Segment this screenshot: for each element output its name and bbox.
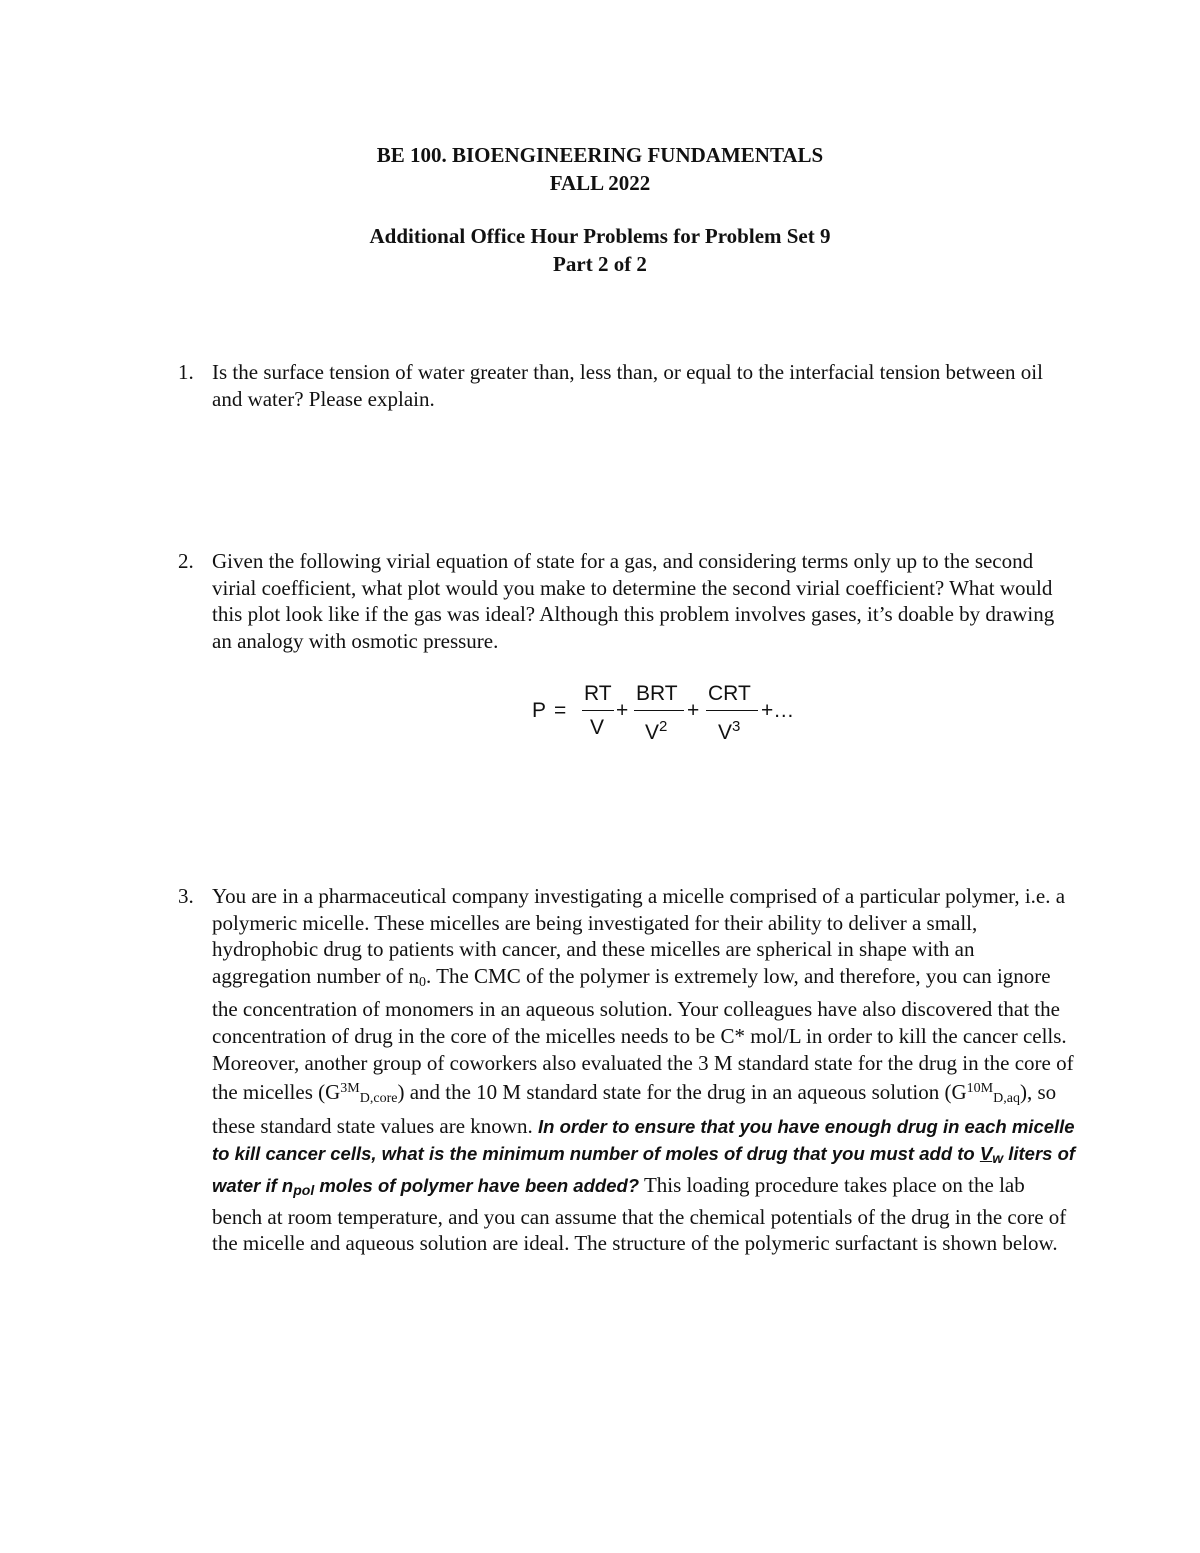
fraction-bar [706, 710, 758, 711]
problem-text: Given the following virial equation of state for a gas, and considering terms only up to the second virial coefficient, what plot would you make to determine the second virial coefficient? What would this plot look like if the gas was ideal? Although this problem involves gases, it’s doable by drawing an analogy with osmotic pressure. [212, 549, 1055, 653]
document-title: Additional Office Hour Problems for Problem Set 9 [369, 224, 831, 248]
problem-number: 2. [178, 549, 194, 573]
fraction-bar [634, 710, 684, 711]
equation-equals: = [554, 699, 567, 722]
problem-1 [178, 359, 1078, 412]
term1-denominator: V [590, 716, 605, 739]
problem-text: Is the surface tension of water greater than, less than, or equal to the interfacial tension between oil and water? Please explain. [212, 360, 1043, 411]
problem-3 [178, 883, 1078, 1257]
virial-equation [532, 680, 832, 750]
problem-number: 3. [178, 884, 194, 908]
equation-plus: + [687, 699, 700, 722]
term3-denominator: $V^3$ [718, 718, 741, 744]
term2-numerator: BRT [636, 682, 678, 705]
problem-number: 1. [178, 360, 194, 384]
term2-denominator: $V^2$ [645, 718, 668, 744]
fraction-bar [582, 710, 614, 711]
equation-plus: + [616, 699, 629, 722]
part-label: Part 2 of 2 [553, 252, 647, 276]
equation-tail: +… [761, 699, 795, 722]
equation-lhs: P [532, 699, 547, 722]
question-emphasis: In order to ensure that you have enough drug in each micelle to kill cancer cells, what is the minimum number of moles of drug that you must add to Vw liters of water if npol moles of polymer have been added? [212, 1115, 1076, 1198]
problem-text: You are in a pharmaceutical company investigating a micelle comprised of a particular polymer, i.e. a polymeric micelle. These micelles are being investigated for their ability to deliver a small, hydrophobic drug to patients with cancer, and these micelles are spherical in shape with an aggregation number of n0. The CMC of the polymer is extremely low, and therefore, you can ignore the concentration of monomers in an aqueous solution. Your colleagues have also discovered that the concentration of drug in the core of the micelles needs to be C* mol/L in order to kill the cancer cells. Moreover, another group of coworkers also evaluated the 3 M standard state for the drug in the core of the micelles $(G^{3M}D,core)$ and the 10 M standard state for the drug in an aqueous solution $(G^{10M}D,aq)$, so these standard state values are known. In order to ensure that you have enough drug in each micelle to kill cancer cells, what is the minimum number of moles of drug that you must add to Vw liters of water if npol moles of polymer have been added? This loading procedure takes place on the lab bench at room temperature, and you can assume that the chemical potentials of the drug in the core of the micelle and aqueous solution are ideal. The structure of the polymeric surfactant is shown below. [212, 884, 1076, 1256]
problem-2 [178, 548, 1078, 654]
term1-numerator: RT [584, 682, 612, 705]
document-header [0, 141, 1200, 278]
term3-numerator: CRT [708, 682, 751, 705]
course-title: BE 100. BIOENGINEERING FUNDAMENTALS [376, 143, 824, 167]
term: FALL 2022 [549, 171, 651, 195]
